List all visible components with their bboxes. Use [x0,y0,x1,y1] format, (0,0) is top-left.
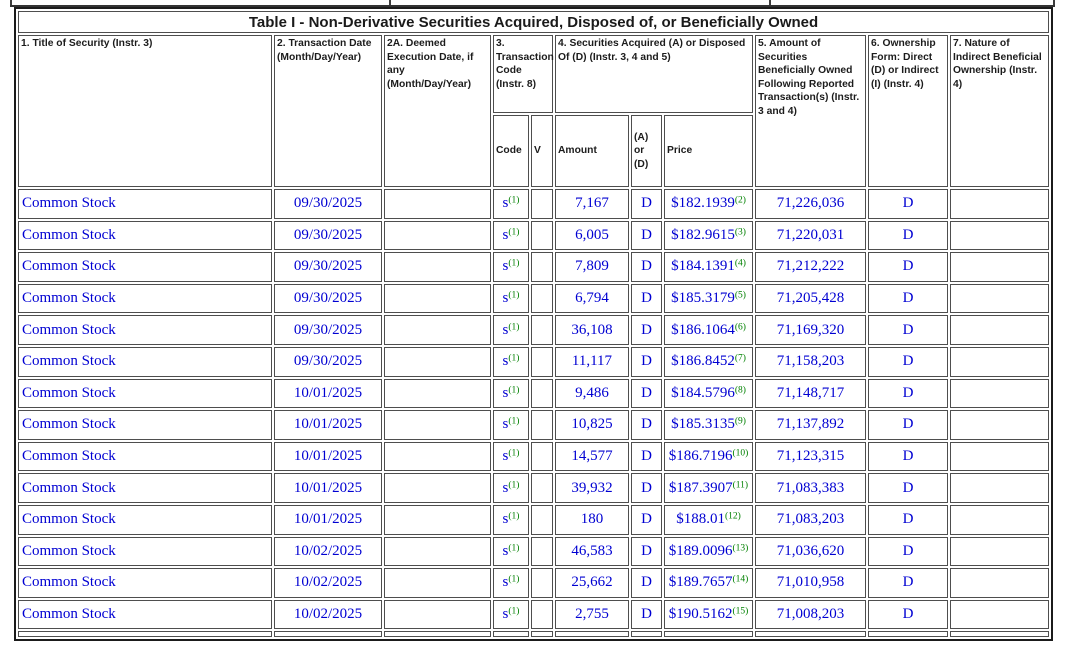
subheader-a-or-d: (A) or (D) [631,115,662,187]
security-title-cell: Common Stock [18,473,272,503]
shares-owned-cell: 71,137,892 [755,410,866,440]
acquired-disposed-cell: D [631,252,662,282]
ownership-form-cell: D [868,505,948,535]
deemed-execution-date-cell [384,600,491,630]
transaction-date-cell: 10/02/2025 [274,537,382,567]
shares-owned-cell: 71,036,620 [755,537,866,567]
nature-ownership-cell [950,284,1049,314]
v-cell [531,473,553,503]
ownership-form-cell: D [868,473,948,503]
security-title-cell: Common Stock [18,379,272,409]
shares-owned-cell: 71,158,203 [755,347,866,377]
security-title-cell: Common Stock [18,315,272,345]
subheader-price: Price [664,115,753,187]
deemed-execution-date-cell [384,537,491,567]
deemed-execution-date-cell [384,315,491,345]
v-cell [531,568,553,598]
acquired-disposed-cell: D [631,189,662,219]
amount-cell: 46,583 [555,537,629,567]
amount-cell: 39,932 [555,473,629,503]
transaction-code-cell: s$^{(1)}$ [493,221,529,251]
subheader-amount: Amount [555,115,629,187]
security-title-cell: Common Stock [18,252,272,282]
ownership-form-cell: D [868,442,948,472]
transaction-date-cell: 10/02/2025 [274,600,382,630]
v-cell [531,284,553,314]
price-cell: $188.01$^{(12)}$ [664,505,753,535]
footnote-ref: (2) [734,195,746,206]
amount-cell: 11,117 [555,347,629,377]
v-cell [531,505,553,535]
footnote-ref: (6) [734,322,746,333]
transaction-date-cell: 10/01/2025 [274,410,382,440]
ownership-form-cell: D [868,284,948,314]
footnote-ref: (4) [734,258,746,269]
transaction-code-cell: s$^{(1)}$ [493,347,529,377]
shares-owned-cell: 71,205,428 [755,284,866,314]
header-ownership-form: 6. Ownership Form: Direct (D) or Indirect (I) (Instr. 4) [868,35,948,187]
security-title-cell: Common Stock [18,600,272,630]
footnote-ref: (1) [508,511,520,522]
price-cell: $184.1391$^{(4)}$ [664,252,753,282]
table-row [18,505,1049,535]
price-cell: $185.3135$^{(9)}$ [664,410,753,440]
amount-cell: 9,486 [555,379,629,409]
amount-cell: 6,005 [555,221,629,251]
header-nature-indirect-ownership: 7. Nature of Indirect Beneficial Ownership (Instr. 4) [950,35,1049,187]
deemed-execution-date-cell [384,284,491,314]
header-amount-owned: 5. Amount of Securities Beneficially Owned Following Reported Transaction(s) (Instr. 3 and 4) [755,35,866,187]
price-cell: $186.8452$^{(7)}$ [664,347,753,377]
security-title-cell: Common Stock [18,505,272,535]
table-row [18,473,1049,503]
amount-cell: 10,825 [555,410,629,440]
price-cell: $182.1939$^{(2)}$ [664,189,753,219]
footnote-ref: (1) [508,574,520,585]
ownership-form-cell: D [868,315,948,345]
shares-owned-cell: 71,083,203 [755,505,866,535]
ownership-form-cell: D [868,568,948,598]
shares-owned-cell: 71,169,320 [755,315,866,345]
ownership-form-cell: D [868,347,948,377]
amount-cell: 7,809 [555,252,629,282]
transaction-code-cell: s$^{(1)}$ [493,568,529,598]
footnote-ref: (1) [508,195,520,206]
header-securities-acquired-disposed: 4. Securities Acquired (A) or Disposed Of (D) (Instr. 3, 4 and 5) [555,35,753,113]
table-row [18,600,1049,630]
transaction-date-cell: 09/30/2025 [274,221,382,251]
price-cell: $182.9615$^{(3)}$ [664,221,753,251]
footnote-ref: (14) [732,574,749,585]
subheader-v: V [531,115,553,187]
header-row-1 [18,35,1049,113]
header-deemed-execution-date: 2A. Deemed Execution Date, if any (Month/Day/Year) [384,35,491,187]
security-title-cell: Common Stock [18,537,272,567]
footnote-ref: (1) [508,448,520,459]
header-transaction-code: 3. Transaction Code (Instr. 8) [493,35,553,113]
ownership-form-cell: D [868,600,948,630]
shares-owned-cell: 71,212,222 [755,252,866,282]
table-row [18,347,1049,377]
nature-ownership-cell [950,379,1049,409]
divider [1053,0,1055,5]
deemed-execution-date-cell [384,347,491,377]
acquired-disposed-cell: D [631,221,662,251]
price-cell: $186.1064$^{(6)}$ [664,315,753,345]
acquired-disposed-cell: D [631,379,662,409]
v-cell [531,189,553,219]
table-row [18,537,1049,567]
price-cell: $189.0096$^{(13)}$ [664,537,753,567]
transaction-date-cell: 10/01/2025 [274,505,382,535]
transaction-code-cell: s$^{(1)}$ [493,473,529,503]
v-cell [531,315,553,345]
amount-cell: 36,108 [555,315,629,345]
subheader-code: Code [493,115,529,187]
security-title-cell: Common Stock [18,347,272,377]
transaction-code-cell: s$^{(1)}$ [493,252,529,282]
transaction-code-cell: s$^{(1)}$ [493,379,529,409]
ownership-form-cell: D [868,410,948,440]
transaction-date-cell: 09/30/2025 [274,252,382,282]
security-title-cell: Common Stock [18,442,272,472]
nature-ownership-cell [950,221,1049,251]
shares-owned-cell: 71,226,036 [755,189,866,219]
acquired-disposed-cell: D [631,347,662,377]
ownership-form-cell: D [868,252,948,282]
deemed-execution-date-cell [384,252,491,282]
footnote-ref: (1) [508,416,520,427]
footnote-ref: (1) [508,606,520,617]
transaction-code-cell: s$^{(1)}$ [493,284,529,314]
v-cell [531,221,553,251]
deemed-execution-date-cell [384,568,491,598]
partial-next-row [18,631,1049,637]
shares-owned-cell: 71,008,203 [755,600,866,630]
security-title-cell: Common Stock [18,189,272,219]
deemed-execution-date-cell [384,442,491,472]
header-transaction-date: 2. Transaction Date (Month/Day/Year) [274,35,382,187]
header-title-of-security: 1. Title of Security (Instr. 3) [18,35,272,187]
shares-owned-cell: 71,010,958 [755,568,866,598]
ownership-form-cell: D [868,189,948,219]
transaction-code-cell: s$^{(1)}$ [493,189,529,219]
nature-ownership-cell [950,315,1049,345]
divider [10,0,12,5]
table-row [18,284,1049,314]
v-cell [531,442,553,472]
v-cell [531,537,553,567]
footnote-ref: (1) [508,543,520,554]
transaction-date-cell: 09/30/2025 [274,189,382,219]
shares-owned-cell: 71,123,315 [755,442,866,472]
transaction-date-cell: 10/01/2025 [274,473,382,503]
divider [389,0,391,5]
acquired-disposed-cell: D [631,600,662,630]
footnote-ref: (1) [508,480,520,491]
acquired-disposed-cell: D [631,442,662,472]
nature-ownership-cell [950,189,1049,219]
shares-owned-cell: 71,083,383 [755,473,866,503]
nature-ownership-cell [950,505,1049,535]
acquired-disposed-cell: D [631,568,662,598]
transaction-code-cell: s$^{(1)}$ [493,410,529,440]
non-derivative-table [14,7,1053,641]
transaction-code-cell: s$^{(1)}$ [493,600,529,630]
table-title-row [18,11,1049,33]
transaction-date-cell: 09/30/2025 [274,347,382,377]
table-row [18,189,1049,219]
price-cell: $187.3907$^{(11)}$ [664,473,753,503]
transaction-code-cell: s$^{(1)}$ [493,315,529,345]
transaction-date-cell: 10/01/2025 [274,442,382,472]
security-title-cell: Common Stock [18,284,272,314]
acquired-disposed-cell: D [631,537,662,567]
v-cell [531,252,553,282]
transaction-code-cell: s$^{(1)}$ [493,537,529,567]
footnote-ref: (1) [508,258,520,269]
v-cell [531,600,553,630]
security-title-cell: Common Stock [18,221,272,251]
nature-ownership-cell [950,442,1049,472]
security-title-cell: Common Stock [18,568,272,598]
footnote-ref: (10) [732,448,749,459]
v-cell [531,410,553,440]
deemed-execution-date-cell [384,410,491,440]
table-row [18,252,1049,282]
divider [769,0,771,5]
nature-ownership-cell [950,252,1049,282]
nature-ownership-cell [950,600,1049,630]
transaction-code-cell: s$^{(1)}$ [493,442,529,472]
footnote-ref: (15) [732,606,749,617]
ownership-form-cell: D [868,379,948,409]
deemed-execution-date-cell [384,379,491,409]
v-cell [531,347,553,377]
footnote-ref: (8) [734,385,746,396]
footnote-ref: (11) [732,480,749,491]
transaction-date-cell: 10/02/2025 [274,568,382,598]
footnote-ref: (7) [734,353,746,364]
amount-cell: 14,577 [555,442,629,472]
transaction-date-cell: 09/30/2025 [274,315,382,345]
amount-cell: 25,662 [555,568,629,598]
acquired-disposed-cell: D [631,315,662,345]
table-row [18,221,1049,251]
nature-ownership-cell [950,473,1049,503]
footnote-ref: (1) [508,353,520,364]
table-row [18,410,1049,440]
nature-ownership-cell [950,347,1049,377]
transaction-date-cell: 09/30/2025 [274,284,382,314]
transaction-date-cell: 10/01/2025 [274,379,382,409]
shares-owned-cell: 71,148,717 [755,379,866,409]
acquired-disposed-cell: D [631,473,662,503]
footnote-ref: (1) [508,227,520,238]
shares-owned-cell: 71,220,031 [755,221,866,251]
deemed-execution-date-cell [384,505,491,535]
footnote-ref: (5) [734,290,746,301]
amount-cell: 2,755 [555,600,629,630]
acquired-disposed-cell: D [631,284,662,314]
acquired-disposed-cell: D [631,410,662,440]
ownership-form-cell: D [868,537,948,567]
footnote-ref: (12) [724,511,741,522]
ownership-form-cell: D [868,221,948,251]
acquired-disposed-cell: D [631,505,662,535]
v-cell [531,379,553,409]
amount-cell: 6,794 [555,284,629,314]
price-cell: $185.3179$^{(5)}$ [664,284,753,314]
table-row [18,379,1049,409]
price-cell: $190.5162$^{(15)}$ [664,600,753,630]
nature-ownership-cell [950,410,1049,440]
nature-ownership-cell [950,568,1049,598]
footnote-ref: (13) [732,543,749,554]
nature-ownership-cell [950,537,1049,567]
price-cell: $184.5796$^{(8)}$ [664,379,753,409]
previous-table-edge [10,0,1055,7]
amount-cell: 180 [555,505,629,535]
footnote-ref: (1) [508,290,520,301]
transaction-code-cell: s$^{(1)}$ [493,505,529,535]
table-title: Table I - Non-Derivative Securities Acquired, Disposed of, or Beneficially Owned [18,11,1049,33]
price-cell: $189.7657$^{(14)}$ [664,568,753,598]
footnote-ref: (1) [508,385,520,396]
table-row [18,442,1049,472]
footnote-ref: (1) [508,322,520,333]
table-row [18,315,1049,345]
deemed-execution-date-cell [384,189,491,219]
table-row [18,568,1049,598]
price-cell: $186.7196$^{(10)}$ [664,442,753,472]
deemed-execution-date-cell [384,473,491,503]
deemed-execution-date-cell [384,221,491,251]
security-title-cell: Common Stock [18,410,272,440]
footnote-ref: (9) [734,416,746,427]
footnote-ref: (3) [734,227,746,238]
amount-cell: 7,167 [555,189,629,219]
